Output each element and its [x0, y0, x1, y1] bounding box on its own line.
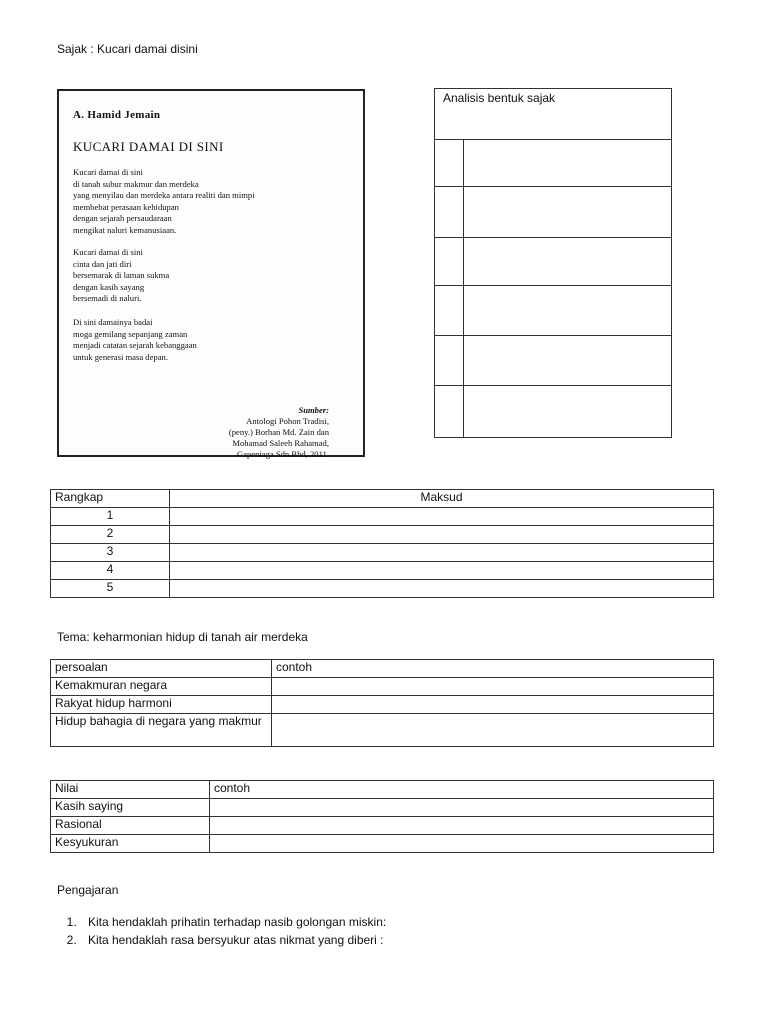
analysis-heading: Analisis bentuk sajak	[443, 91, 556, 105]
table-header: Rangkap	[51, 490, 170, 508]
poem-line: cinta dan jati diri	[73, 258, 132, 269]
table-cell[interactable]	[170, 562, 714, 580]
poem-line: di tanah subur makmur dan merdeka	[73, 178, 199, 189]
divider	[435, 139, 671, 140]
table-cell[interactable]	[170, 526, 714, 544]
table-cell[interactable]	[210, 835, 714, 853]
table-cell[interactable]	[272, 714, 714, 747]
poem-source	[229, 405, 329, 460]
poem-line: Kucari damai di sini	[73, 167, 143, 177]
divider	[435, 385, 671, 386]
divider	[435, 285, 671, 286]
table-row	[51, 508, 714, 526]
table-cell: Rasional	[51, 817, 210, 835]
table-row	[51, 714, 714, 747]
table-header-row	[51, 660, 714, 678]
table-cell[interactable]	[272, 678, 714, 696]
rangkap-table	[50, 489, 714, 598]
source-heading: Sumber:	[298, 405, 329, 415]
table-cell: Hidup bahagia di negara yang makmur	[51, 714, 272, 747]
persoalan-table	[50, 659, 714, 747]
table-cell: Kemakmuran negara	[51, 678, 272, 696]
table-cell[interactable]	[272, 696, 714, 714]
poem-line: bersemarak di laman sukma	[73, 270, 170, 281]
table-cell: 2	[51, 526, 170, 544]
poem-line: untuk generasi masa depan.	[73, 351, 168, 362]
tema-text: Tema: keharmonian hidup di tanah air merdeka	[57, 630, 308, 644]
poem-line: dengan sejarah persaudaraan	[73, 213, 172, 224]
pengajaran-list	[60, 913, 386, 949]
source-line: (peny.) Borhan Md. Zain dan	[228, 427, 329, 437]
table-cell: Kasih saying	[51, 799, 210, 817]
analysis-box	[434, 88, 672, 438]
table-row	[51, 799, 714, 817]
list-item: 1. Kita hendaklah prihatin terhadap nasib golongan miskin:	[80, 913, 386, 931]
nilai-table	[50, 780, 714, 853]
table-header: Nilai	[51, 781, 210, 799]
table-header: Maksud	[170, 490, 714, 508]
table-cell[interactable]	[170, 580, 714, 598]
table-row	[51, 562, 714, 580]
table-cell[interactable]	[210, 799, 714, 817]
table-cell: Rakyat hidup harmoni	[51, 696, 272, 714]
poem-line: Di sini damainya badai	[73, 317, 153, 327]
table-row	[51, 835, 714, 853]
divider	[435, 237, 671, 238]
poem-line: bersemadi di naluri.	[73, 293, 142, 304]
divider	[435, 186, 671, 187]
table-header: persoalan	[51, 660, 272, 678]
table-header-row	[51, 490, 714, 508]
poem-stanza-3	[73, 317, 197, 363]
table-cell[interactable]	[170, 508, 714, 526]
table-cell[interactable]	[210, 817, 714, 835]
poem-stanza-2	[73, 247, 169, 305]
poem-image	[57, 89, 365, 457]
poem-line: dengan kasih sayang	[73, 281, 145, 292]
divider	[463, 139, 464, 437]
divider	[435, 335, 671, 336]
poem-line: yang menyilau dan merdeka antara realiti dan mimpi	[73, 190, 255, 201]
pengajaran-heading: Pengajaran	[57, 883, 119, 897]
table-row	[51, 817, 714, 835]
table-header: contoh	[210, 781, 714, 799]
list-item: 2. Kita hendaklah rasa bersyukur atas nikmat yang diberi :	[80, 931, 386, 949]
table-row	[51, 678, 714, 696]
poem-stanza-1	[73, 167, 255, 237]
page-title: Sajak : Kucari damai disini	[57, 42, 198, 56]
table-cell: 1	[51, 508, 170, 526]
poem-line: menjadi catatan sejarah kebanggaan	[73, 340, 197, 351]
source-line: Mohamad Saleeh Rahamad,	[232, 438, 329, 448]
table-row	[51, 696, 714, 714]
poem-title: KUCARI DAMAI DI SINI	[73, 139, 224, 154]
table-header: contoh	[272, 660, 714, 678]
source-line: Antologi Pohon Tradisi,	[246, 416, 329, 426]
table-cell: Kesyukuran	[51, 835, 210, 853]
table-cell: 5	[51, 580, 170, 598]
table-cell[interactable]	[170, 544, 714, 562]
poem-line: mengikat naluri kemanusiaan.	[73, 224, 177, 235]
poem-line: membebat perasaan kehidupan	[73, 201, 179, 212]
table-row	[51, 580, 714, 598]
table-cell: 4	[51, 562, 170, 580]
table-row	[51, 544, 714, 562]
poem-line: moga gemilang sepanjang zaman	[73, 328, 188, 339]
poem-line: Kucari damai di sini	[73, 247, 143, 257]
source-line: Gapeniaga Sdn Bhd, 2011.	[236, 449, 329, 459]
poem-author: A. Hamid Jemain	[73, 109, 161, 121]
table-row	[51, 526, 714, 544]
table-header-row	[51, 781, 714, 799]
table-cell: 3	[51, 544, 170, 562]
